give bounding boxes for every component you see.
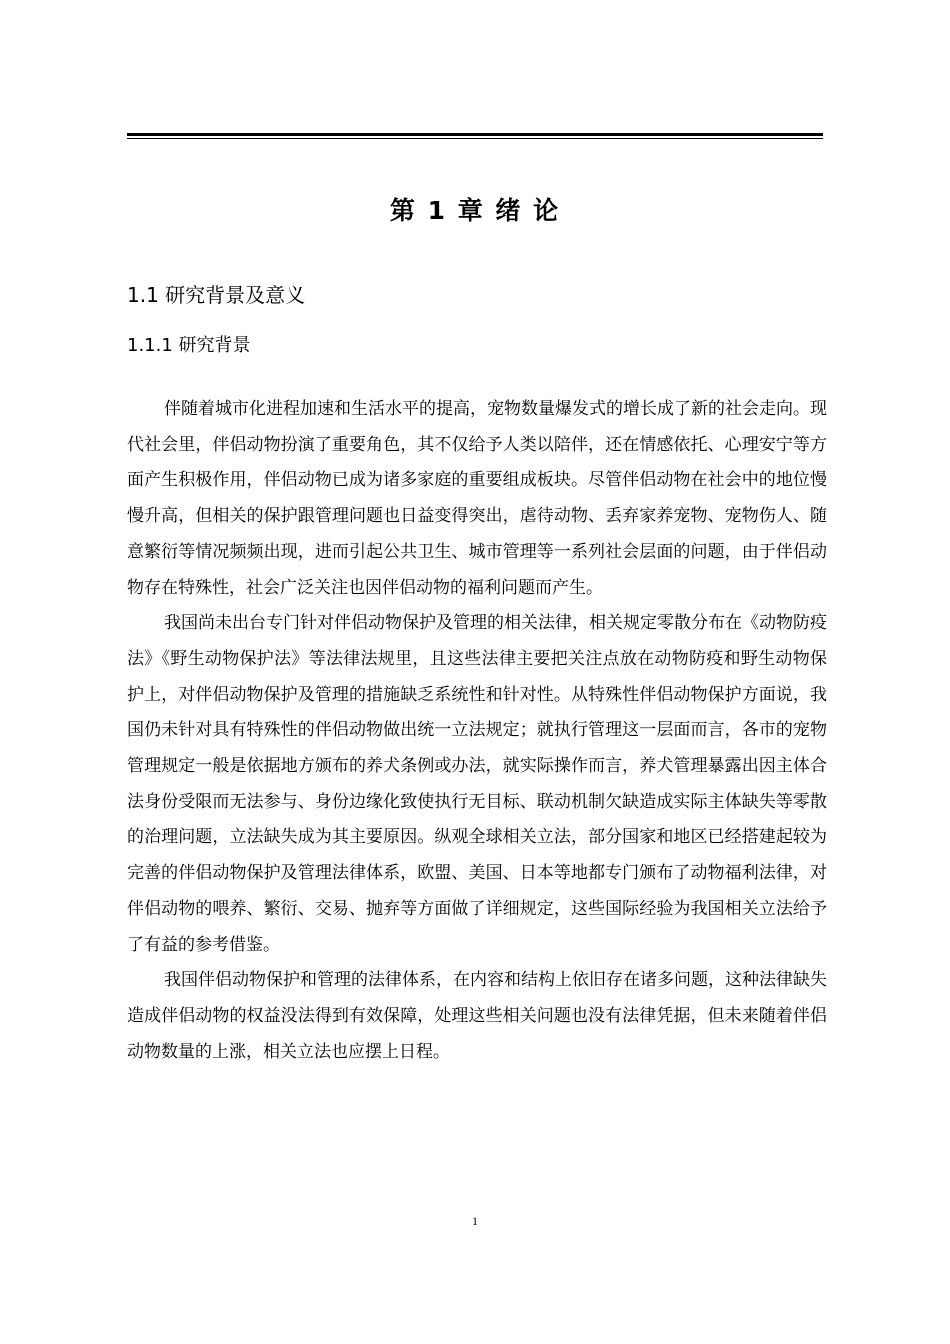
paragraph: 伴随着城市化进程加速和生活水平的提高，宠物数量爆发式的增长成了新的社会走向。现代社会里，伴侣动物扮演了重要角色，其不仅给予人类以陪伴，还在情感依托、心理安宁等方面产生积极作用，伴侣动物已成为诸多家庭的重要组成板块。尽管伴侣动物在社会中的地位慢慢升高，但相关的保护跟管理问题也日益变得突出，虐待动物、丢弃家养宠物、宠物伤人、随意繁衍等情况频频出现，进而引起公共卫生、城市管理等一系列社会层面的问题，由于伴侣动物存在特殊性，社会广泛关注也因伴侣动物的福利问题而产生。: [127, 399, 827, 598]
header-rule-thick: [127, 133, 823, 136]
page-number: 1: [472, 1214, 478, 1228]
subsection-title: 1.1.1 研究背景: [127, 335, 251, 356]
section-title: 1.1 研究背景及意义: [127, 283, 306, 307]
header-rule-thin: [127, 138, 823, 139]
paragraph: 我国伴侣动物保护和管理的法律体系，在内容和结构上依旧存在诸多问题，这种法律缺失造成伴侣动物的权益没法得到有效保障，处理这些相关问题也没有法律凭据，但未来随着伴侣动物数量的上涨，相关立法也应摆上日程。: [127, 970, 827, 1062]
paragraph: 我国尚未出台专门针对伴侣动物保护及管理的相关法律，相关规定零散分布在《动物防疫法》《野生动物保护法》等法律法规里，且这些法律主要把关注点放在动物防疫和野生动物保护上，对伴侣动物保护及管理的措施缺乏系统性和针对性。从特殊性伴侣动物保护方面说，我国仍未针对具有特殊性的伴侣动物做出统一立法规定；就执行管理这一层面而言，各市的宠物管理规定一般是依据地方颁布的养犬条例或办法，就实际操作而言，养犬管理暴露出因主体合法身份受限而无法参与、身份边缘化致使执行无目标、联动机制欠缺造成实际主体缺失等零散的治理问题，立法缺失成为其主要原因。纵观全球相关立法，部分国家和地区已经搭建起较为完善的伴侣动物保护及管理法律体系，欧盟、美国、日本等地都专门颁布了动物福利法律，对伴侣动物的喂养、繁衍、交易、抛弃等方面做了详细规定，这些国际经验为我国相关立法给予了有益的参考借鉴。: [127, 613, 827, 955]
body-text: [127, 392, 827, 1070]
chapter-title: 第 1 章 绪 论: [389, 196, 561, 225]
